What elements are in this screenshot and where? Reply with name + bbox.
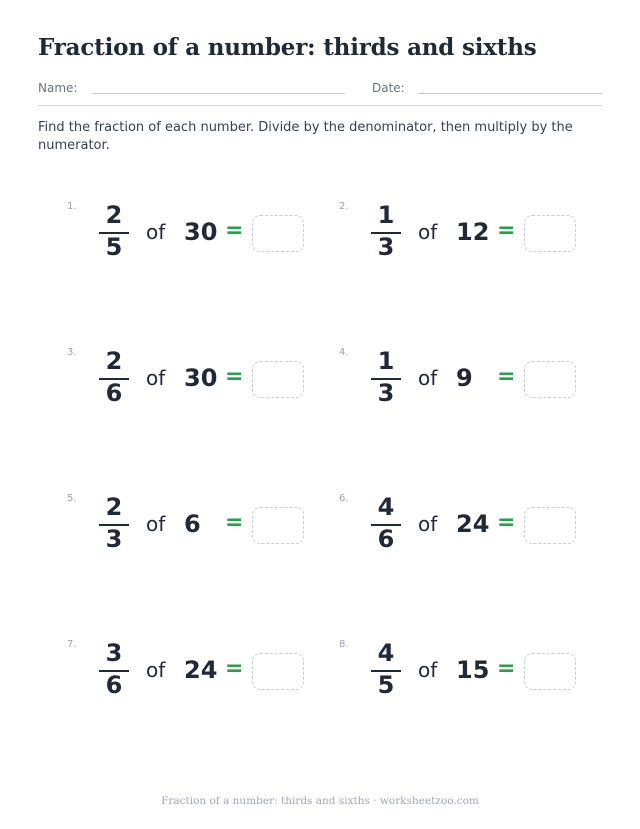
answer-box[interactable]	[524, 215, 576, 252]
answer-box[interactable]	[252, 507, 304, 544]
problem-item	[339, 493, 599, 573]
of-word: of	[418, 512, 438, 536]
problem-number: 6.	[339, 493, 349, 504]
answer-box[interactable]	[252, 215, 304, 252]
header-divider	[38, 105, 602, 106]
denominator: 5	[377, 671, 395, 699]
problem-item	[339, 639, 599, 719]
equals-sign: =	[497, 218, 516, 243]
fraction	[369, 347, 403, 411]
denominator: 3	[377, 233, 395, 261]
problem-item	[339, 201, 599, 281]
problem-item	[67, 201, 327, 281]
equals-sign: =	[497, 656, 516, 681]
fraction	[369, 639, 403, 703]
date-field[interactable]	[418, 93, 602, 94]
of-word: of	[146, 512, 166, 536]
denominator: 3	[377, 379, 395, 407]
fraction	[97, 347, 131, 411]
of-word: of	[418, 658, 438, 682]
denominator: 6	[377, 525, 395, 553]
equals-sign: =	[497, 364, 516, 389]
numerator: 2	[105, 493, 123, 521]
denominator: 6	[105, 379, 123, 407]
of-word: of	[146, 220, 166, 244]
name-label: Name:	[38, 81, 78, 95]
numerator: 4	[377, 493, 395, 521]
problem-number: 1.	[67, 201, 77, 212]
numerator: 1	[377, 201, 395, 229]
whole-number: 9	[456, 364, 473, 392]
problem-item	[67, 493, 327, 573]
of-word: of	[418, 366, 438, 390]
worksheet-title: Fraction of a number: thirds and sixths	[38, 34, 537, 61]
whole-number: 24	[184, 656, 218, 684]
numerator: 3	[105, 639, 123, 667]
answer-box[interactable]	[524, 653, 576, 690]
answer-box[interactable]	[524, 507, 576, 544]
whole-number: 6	[184, 510, 201, 538]
whole-number: 30	[184, 364, 218, 392]
footer: Fraction of a number: thirds and sixths · worksheetzoo.com	[161, 795, 479, 807]
whole-number: 24	[456, 510, 490, 538]
instructions: Find the fraction of each number. Divide by the denominator, then multiply by the numerator.	[38, 120, 573, 153]
problem-item	[67, 639, 327, 719]
of-word: of	[146, 366, 166, 390]
answer-box[interactable]	[252, 361, 304, 398]
numerator: 4	[377, 639, 395, 667]
problem-number: 2.	[339, 201, 349, 212]
fraction	[97, 493, 131, 557]
problem-item	[67, 347, 327, 427]
equals-sign: =	[225, 510, 244, 535]
equals-sign: =	[225, 364, 244, 389]
fraction	[369, 493, 403, 557]
fraction	[97, 201, 131, 265]
name-field[interactable]	[92, 93, 345, 94]
problem-number: 7.	[67, 639, 77, 650]
numerator: 2	[105, 201, 123, 229]
equals-sign: =	[225, 218, 244, 243]
problem-number: 8.	[339, 639, 349, 650]
problem-number: 3.	[67, 347, 77, 358]
of-word: of	[146, 658, 166, 682]
problem-item	[339, 347, 599, 427]
whole-number: 15	[456, 656, 490, 684]
denominator: 3	[105, 525, 123, 553]
numerator: 1	[377, 347, 395, 375]
denominator: 5	[105, 233, 123, 261]
fraction	[97, 639, 131, 703]
date-label: Date:	[372, 81, 405, 95]
answer-box[interactable]	[252, 653, 304, 690]
denominator: 6	[105, 671, 123, 699]
answer-box[interactable]	[524, 361, 576, 398]
problem-number: 5.	[67, 493, 77, 504]
whole-number: 12	[456, 218, 490, 246]
whole-number: 30	[184, 218, 218, 246]
of-word: of	[418, 220, 438, 244]
equals-sign: =	[497, 510, 516, 535]
fraction	[369, 201, 403, 265]
problem-number: 4.	[339, 347, 349, 358]
equals-sign: =	[225, 656, 244, 681]
numerator: 2	[105, 347, 123, 375]
